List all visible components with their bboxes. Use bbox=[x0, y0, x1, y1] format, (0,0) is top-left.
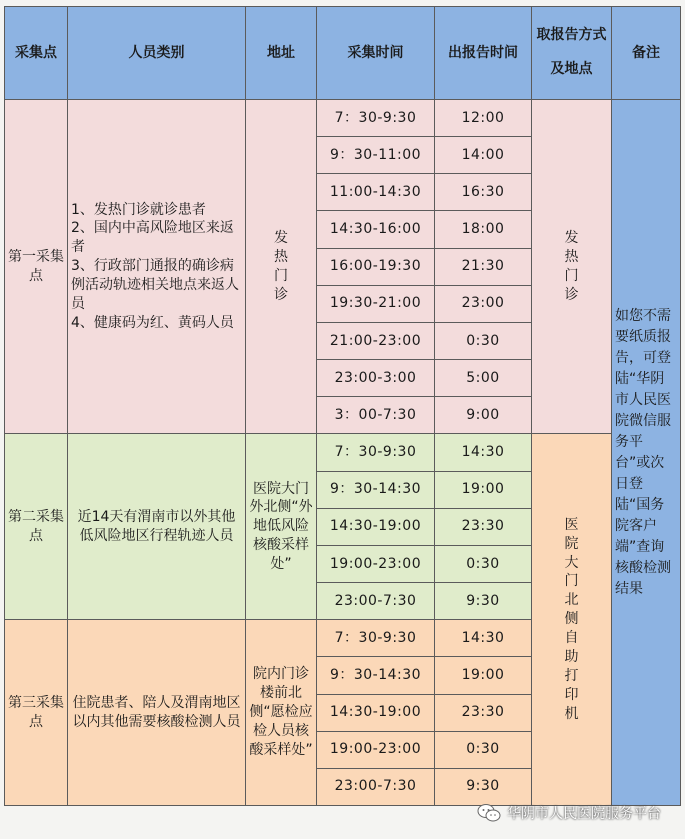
table-row bbox=[5, 434, 681, 471]
header-remark: 备注 bbox=[612, 7, 681, 100]
report-time: 19:00 bbox=[435, 471, 532, 508]
report-time: 14:30 bbox=[435, 434, 532, 471]
collect-time: 14:30-19:00 bbox=[317, 694, 435, 731]
collect-time: 19:30-21:00 bbox=[317, 285, 435, 322]
collect-time: 16:00-19:30 bbox=[317, 248, 435, 285]
collect-time: 23:00-7:30 bbox=[317, 583, 435, 620]
site-name: 第三采集点 bbox=[5, 620, 68, 806]
collect-time: 7：30-9:30 bbox=[317, 434, 435, 471]
report-time: 16:30 bbox=[435, 174, 532, 211]
collect-time: 19:00-23:00 bbox=[317, 731, 435, 768]
pickup-location: 医 院 大 门 北 侧 自 助 打 印 机 bbox=[532, 434, 612, 806]
site-category: 1、发热门诊就诊患者 2、国内中高风险地区来返者 3、行政部门通报的确诊病例活动轨迹相关地点来返人员 4、健康码为红、黄码人员 bbox=[68, 100, 246, 434]
report-time: 0:30 bbox=[435, 322, 532, 359]
collect-time: 23:00-3:00 bbox=[317, 360, 435, 397]
table-row bbox=[5, 100, 681, 137]
site-address: 发 热 门 诊 bbox=[246, 100, 317, 434]
header-report-time: 出报告时间 bbox=[435, 7, 532, 100]
report-time: 21:30 bbox=[435, 248, 532, 285]
collect-time: 19:00-23:00 bbox=[317, 545, 435, 582]
collect-time: 14:30-19:00 bbox=[317, 508, 435, 545]
collect-time: 9：30-14:30 bbox=[317, 471, 435, 508]
site-name: 第二采集点 bbox=[5, 434, 68, 620]
site-address: 医院大门外北侧“外地低风险核酸采样处” bbox=[246, 434, 317, 620]
report-time: 9:00 bbox=[435, 397, 532, 434]
watermark bbox=[477, 803, 661, 823]
report-time: 9:30 bbox=[435, 768, 532, 805]
site-category: 住院患者、陪人及渭南地区以内其他需要核酸检测人员 bbox=[68, 620, 246, 806]
collect-time: 23:00-7:30 bbox=[317, 768, 435, 805]
remark-cell: 如您不需要纸质报告，可登陆“华阴市人民医院微信服务平台”或次日登陆“国务院客户端”查询核酸检测结果 bbox=[612, 100, 681, 806]
report-time: 14:30 bbox=[435, 620, 532, 657]
header-address: 地址 bbox=[246, 7, 317, 100]
header-row bbox=[5, 7, 681, 100]
header-pickup: 取报告方式及地点 bbox=[532, 7, 612, 100]
watermark-text: 华阴市人民医院服务平台 bbox=[507, 806, 661, 822]
header-site: 采集点 bbox=[5, 7, 68, 100]
collect-time: 9：30-14:30 bbox=[317, 657, 435, 694]
report-time: 23:00 bbox=[435, 285, 532, 322]
report-time: 23:30 bbox=[435, 508, 532, 545]
site-address: 院内门诊楼前北侧“愿检应检人员核酸采样处” bbox=[246, 620, 317, 806]
collect-time: 7：30-9:30 bbox=[317, 100, 435, 137]
site-name: 第一采集点 bbox=[5, 100, 68, 434]
header-collect-time: 采集时间 bbox=[317, 7, 435, 100]
report-time: 9:30 bbox=[435, 583, 532, 620]
collect-time: 21:00-23:00 bbox=[317, 322, 435, 359]
pickup-location: 发 热 门 诊 bbox=[532, 100, 612, 434]
header-category: 人员类别 bbox=[68, 7, 246, 100]
collect-time: 14:30-16:00 bbox=[317, 211, 435, 248]
collect-time: 3：00-7:30 bbox=[317, 397, 435, 434]
wechat-icon bbox=[477, 803, 501, 823]
report-time: 19:00 bbox=[435, 657, 532, 694]
schedule-table bbox=[4, 6, 681, 806]
collect-time: 11:00-14:30 bbox=[317, 174, 435, 211]
collect-time: 7：30-9:30 bbox=[317, 620, 435, 657]
report-time: 23:30 bbox=[435, 694, 532, 731]
report-time: 0:30 bbox=[435, 545, 532, 582]
report-time: 0:30 bbox=[435, 731, 532, 768]
collect-time: 9：30-11:00 bbox=[317, 137, 435, 174]
report-time: 18:00 bbox=[435, 211, 532, 248]
report-time: 14:00 bbox=[435, 137, 532, 174]
site-category: 近14天有渭南市以外其他低风险地区行程轨迹人员 bbox=[68, 434, 246, 620]
report-time: 12:00 bbox=[435, 100, 532, 137]
report-time: 5:00 bbox=[435, 360, 532, 397]
